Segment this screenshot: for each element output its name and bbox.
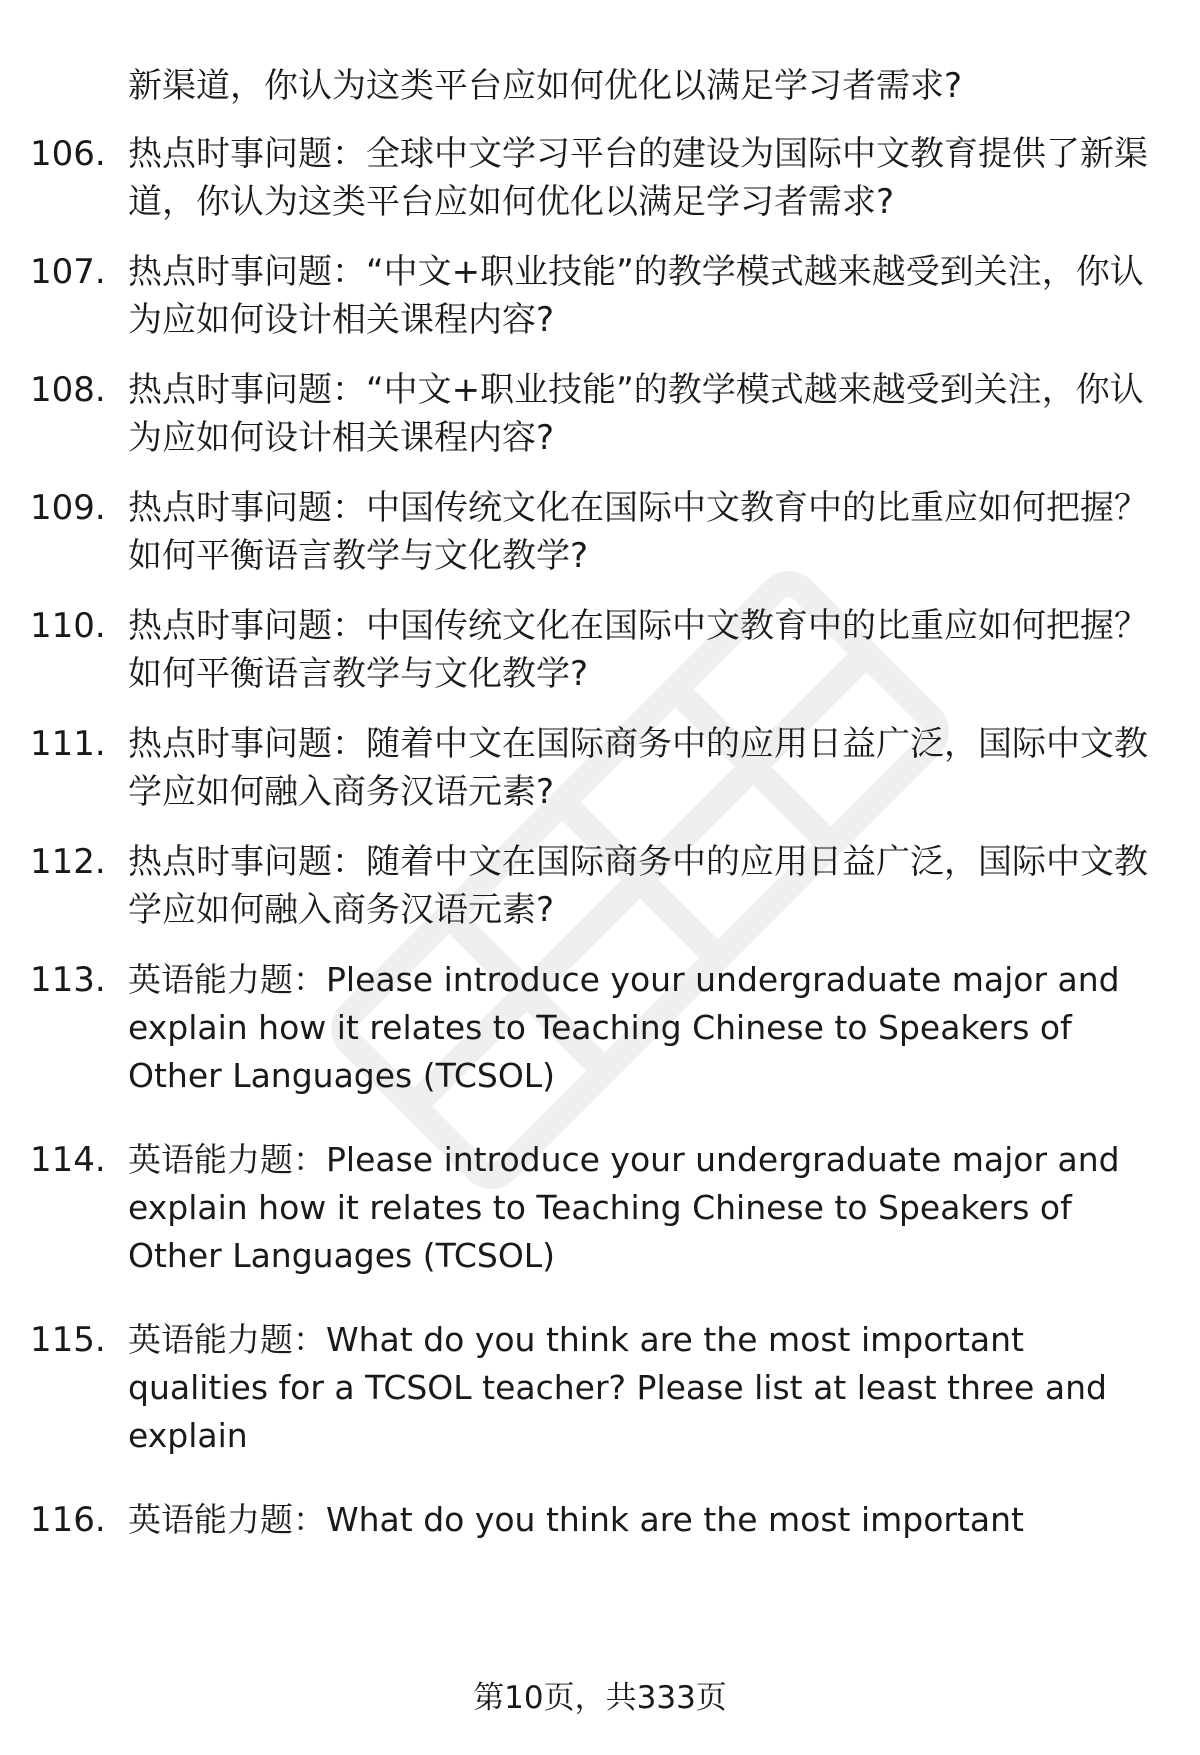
question-number: 109. (30, 488, 106, 528)
question-number: 116. (30, 1500, 106, 1540)
question-text: 热点时事问题：“中文+职业技能”的教学模式越来越受到关注，你认为应如何设计相关课程内容? (128, 370, 1144, 458)
question-number: 107. (30, 252, 106, 292)
question-text: 英语能力题：What do you think are the most important qualities for a TCSOL teacher? Please list at least three and explain (128, 1320, 1107, 1455)
question-number: 114. (30, 1140, 106, 1180)
continuation-text: 新渠道，你认为这类平台应如何优化以满足学习者需求? (128, 66, 963, 106)
question-number: 106. (30, 134, 106, 174)
page-footer: 第10页，共333页 (473, 1680, 727, 1716)
question-number: 110. (30, 606, 106, 646)
question-text: 热点时事问题：“中文+职业技能”的教学模式越来越受到关注，你认为应如何设计相关课程内容? (128, 252, 1144, 340)
question-text: 热点时事问题：随着中文在国际商务中的应用日益广泛，国际中文教学应如何融入商务汉语元素? (128, 842, 1148, 930)
question-number: 112. (30, 842, 106, 882)
question-number: 111. (30, 724, 106, 764)
question-text: 英语能力题：Please introduce your undergraduate major and explain how it relates to Teaching Chinese to Speakers of Other Languages (TCSOL) (128, 1140, 1120, 1275)
question-text: 热点时事问题：全球中文学习平台的建设为国际中文教育提供了新渠道，你认为这类平台应如何优化以满足学习者需求? (128, 134, 1148, 222)
question-text: 热点时事问题：随着中文在国际商务中的应用日益广泛，国际中文教学应如何融入商务汉语元素? (128, 724, 1148, 812)
question-text: 英语能力题：What do you think are the most important (128, 1500, 1024, 1539)
question-number: 115. (30, 1320, 106, 1360)
question-number: 113. (30, 960, 106, 1000)
question-text: 英语能力题：Please introduce your undergraduate major and explain how it relates to Teaching Chinese to Speakers of Other Languages (TCSOL) (128, 960, 1120, 1095)
question-text: 热点时事问题：中国传统文化在国际中文教育中的比重应如何把握？如何平衡语言教学与文化教学? (128, 488, 1148, 576)
question-number: 108. (30, 370, 106, 410)
question-text: 热点时事问题：中国传统文化在国际中文教育中的比重应如何把握？如何平衡语言教学与文化教学? (128, 606, 1148, 694)
